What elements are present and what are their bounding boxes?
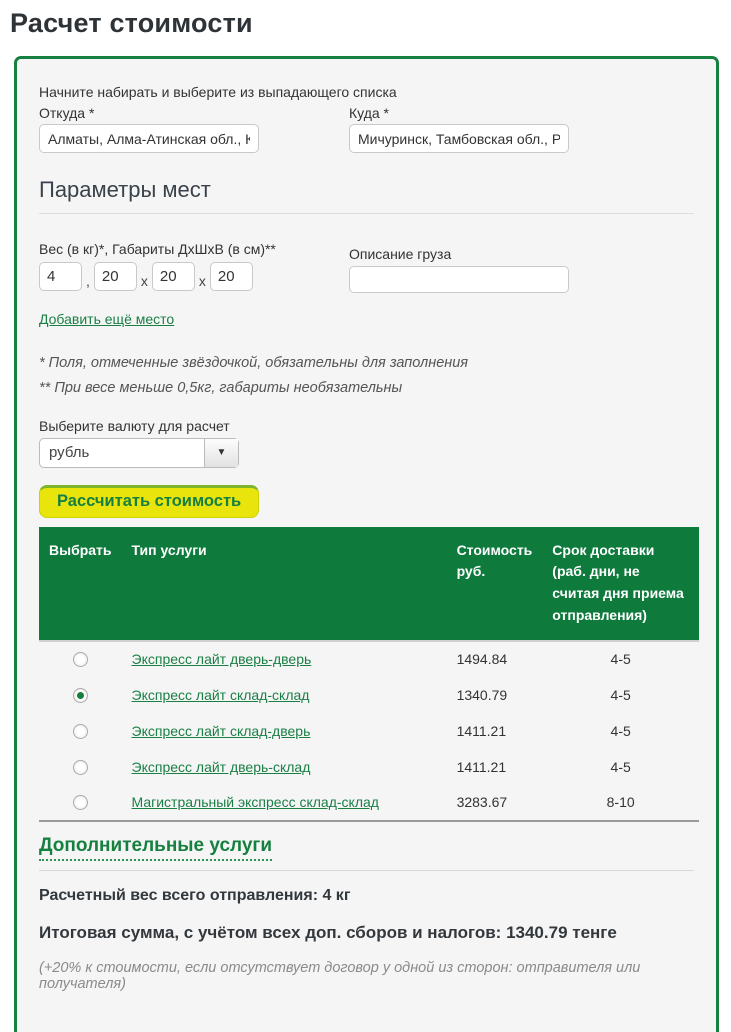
service-cost: 1411.21	[456, 758, 507, 775]
service-radio[interactable]	[73, 724, 88, 739]
additional-services-link[interactable]: Дополнительные услуги	[39, 835, 272, 861]
service-link[interactable]: Экспресс лайт дверь-дверь	[131, 651, 312, 667]
results-table-body	[39, 641, 699, 821]
summary-divider	[39, 870, 694, 871]
dropdown-arrow-icon[interactable]: ▼	[204, 439, 238, 467]
contract-surcharge-note: (+20% к стоимости, если отсутствует договор у одной из сторон: отправителя или получателя)	[39, 959, 641, 992]
height-input[interactable]	[210, 262, 253, 291]
service-days: 4-5	[610, 686, 631, 703]
results-table-header-row	[39, 527, 699, 641]
width-input[interactable]	[152, 262, 195, 291]
footnotes	[39, 351, 694, 402]
service-days: 8-10	[542, 785, 699, 821]
service-radio[interactable]	[73, 795, 88, 810]
dimensions-label: Вес (в кг)*, Габариты ДхШхВ (в см)**	[39, 241, 276, 257]
autocomplete-hint: Начните набирать и выберите из выпадающего списка	[39, 84, 397, 100]
currency-select[interactable]	[39, 438, 239, 468]
cargo-description-label: Описание груза	[349, 246, 452, 262]
currency-selected-value: рубль	[49, 444, 90, 462]
table-row	[39, 641, 699, 677]
footnote-weight: ** При весе меньше 0,5кг, габариты необязательны	[39, 380, 403, 397]
route-fields-row	[39, 105, 694, 153]
service-radio[interactable]	[73, 652, 88, 667]
service-link[interactable]: Магистральный экспресс склад-склад	[131, 794, 379, 810]
calculated-weight-text: Расчетный вес всего отправления: 4 кг	[39, 886, 351, 904]
table-row	[39, 713, 699, 749]
from-label: Откуда *	[39, 105, 95, 121]
service-cost: 1411.21	[456, 722, 507, 739]
page-title: Расчет стоимости	[10, 8, 253, 38]
service-days: 4-5	[610, 758, 631, 775]
table-row	[39, 677, 699, 713]
comma-separator: ,	[86, 272, 90, 289]
service-radio[interactable]	[73, 688, 88, 703]
to-label: Куда *	[349, 105, 389, 121]
calculate-button[interactable]: Рассчитать стоимость	[39, 485, 259, 518]
to-input[interactable]	[349, 124, 569, 153]
x-separator: x	[140, 272, 148, 289]
service-days: 4-5	[542, 641, 699, 677]
footnote-required: * Поля, отмеченные звёздочкой, обязательны для заполнения	[39, 355, 469, 371]
from-input[interactable]	[39, 124, 259, 153]
length-input[interactable]	[94, 262, 137, 291]
add-place-link[interactable]: Добавить ещё место	[39, 311, 175, 327]
service-days: 4-5	[610, 722, 631, 739]
service-link[interactable]: Экспресс лайт дверь-склад	[131, 758, 311, 775]
header-cost: Стоимость руб.	[447, 527, 543, 641]
cargo-description-input[interactable]	[349, 266, 569, 293]
weight-input[interactable]	[39, 262, 82, 291]
service-cost: 1494.84	[447, 641, 543, 677]
calculator-panel	[14, 56, 719, 1032]
service-cost: 1340.79	[456, 686, 508, 703]
results-table	[39, 527, 699, 822]
currency-label: Выберите валюту для расчет	[39, 417, 230, 434]
service-link[interactable]: Экспресс лайт склад-склад	[131, 686, 310, 703]
total-sum-text: Итоговая сумма, с учётом всех доп. сборов и налогов: 1340.79 тенге	[39, 922, 617, 942]
service-cost: 3283.67	[447, 785, 543, 821]
table-row	[39, 749, 699, 785]
x-separator: x	[198, 272, 206, 289]
header-delivery-time: Срок доставки (раб. дни, не считая дня приема отправления)	[542, 527, 699, 641]
table-row	[39, 785, 699, 821]
service-link[interactable]: Экспресс лайт склад-дверь	[131, 722, 311, 739]
params-heading: Параметры мест	[39, 177, 211, 202]
service-radio[interactable]	[73, 760, 88, 775]
params-divider	[39, 213, 694, 214]
header-service-type: Тип услуги	[122, 527, 447, 641]
header-select: Выбрать	[39, 527, 122, 641]
